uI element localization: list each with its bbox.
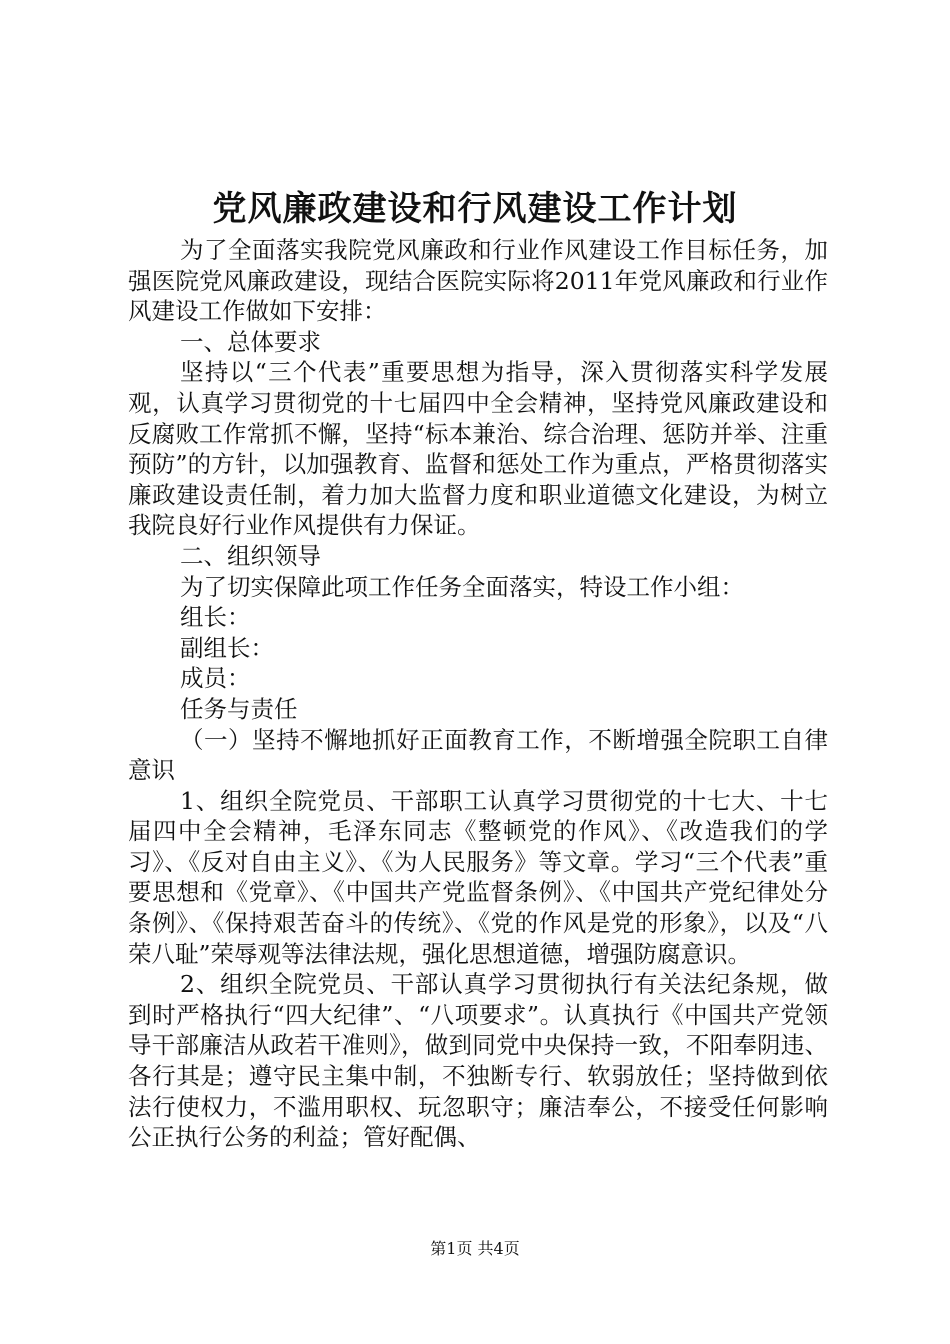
heading-organization: 二、组织领导 <box>180 541 321 570</box>
document-body <box>128 235 828 1153</box>
paragraph-item-1: 1、组织全院党员、干部职工认真学习贯彻党的十七大、十七届四中全会精神，毛泽东同志《整顿党的作风》、《改造我们的学习》、《反对自由主义》、《为人民服务》等文章。学习“三个代表”重要思想和《党章》、《中国共产党监督条例》、《中国共产党纪律处分条例》、《保持艰苦奋斗的传统》、《党的作风是党的形象》，以及“八荣八耻”荣辱观等法律法规，强化思想道德，增强防腐意识。 <box>128 786 828 968</box>
members-line: 成员： <box>180 664 251 693</box>
group-leader-line: 组长： <box>180 603 251 632</box>
heading-tasks: 任务与责任 <box>180 694 298 723</box>
document-title: 党风廉政建设和行风建设工作计划 <box>212 189 738 229</box>
paragraph-working-group: 为了切实保障此项工作任务全面落实，特设工作小组： <box>180 572 744 601</box>
deputy-leader-line: 副组长： <box>180 633 274 662</box>
heading-section-one: （一）坚持不懈地抓好正面教育工作，不断增强全院职工自律意识 <box>128 725 828 785</box>
page-number-footer: 第1页 共4页 <box>430 1239 520 1258</box>
paragraph-general-requirements: 坚持以“三个代表”重要思想为指导，深入贯彻落实科学发展观，认真学习贯彻党的十七届四中全会精神，坚持党风廉政建设和反腐败工作常抓不懈，坚持“标本兼治、综合治理、惩防并举、注重预防”的方针，以加强教育、监督和惩处工作为重点，严格贯彻落实廉政建设责任制，着力加大监督力度和职业道德文化建设，为树立我院良好行业作风提供有力保证。 <box>128 358 828 540</box>
heading-general-requirements: 一、总体要求 <box>180 327 321 356</box>
paragraph-intro: 为了全面落实我院党风廉政和行业作风建设工作目标任务，加强医院党风廉政建设，现结合医院实际将2011年党风廉政和行业作风建设工作做如下安排： <box>128 236 828 326</box>
paragraph-item-2: 2、组织全院党员、干部认真学习贯彻执行有关法纪条规，做到时严格执行“四大纪律”、“八项要求”。认真执行《中国共产党领导干部廉洁从政若干准则》，做到同党中央保持一致，不阳奉阴违、各行其是；遵守民主集中制，不独断专行、软弱放任；坚持做到依法行使权力，不滥用职权、玩忽职守；廉洁奉公，不接受任何影响公正执行公务的利益；管好配偶、 <box>128 970 828 1152</box>
